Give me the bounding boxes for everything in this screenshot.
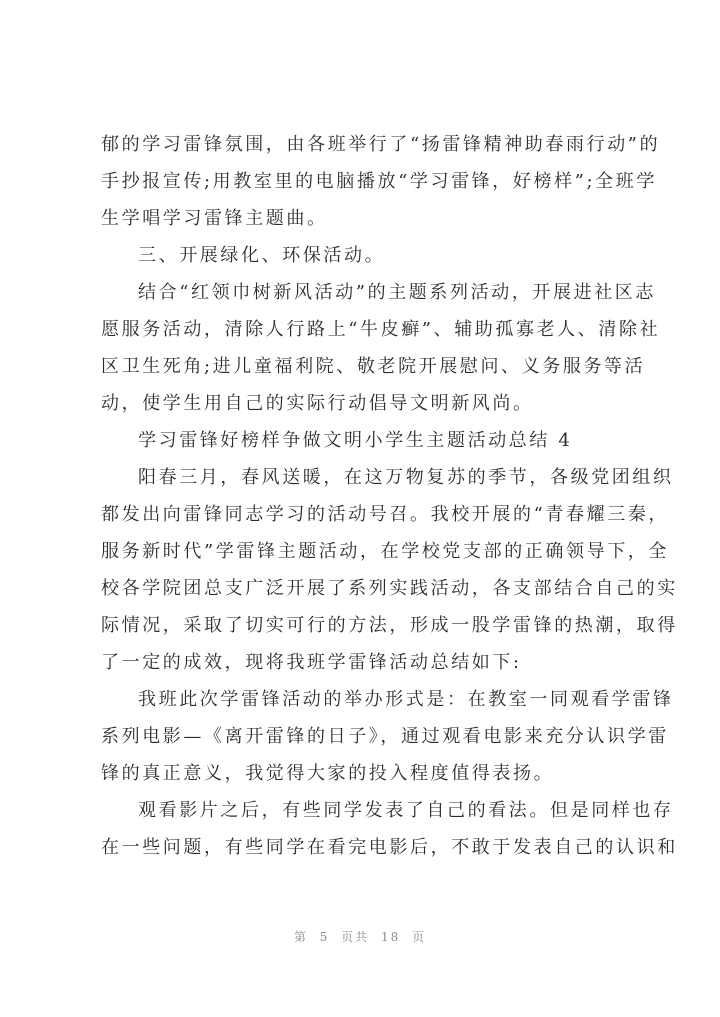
text-line: 了一定的成效，现将我班学雷锋活动总结如下: (101, 652, 522, 673)
text-line: 校各学院团总支广泛开展了系列实践活动，各支部结合自己的实 (101, 578, 678, 599)
text-line: 都发出向雷锋同志学习的活动号召。我校开展的“青春耀三秦， (101, 504, 669, 525)
text-line: 我班此次学雷锋活动的举办形式是：在教室一同观看学雷锋 (138, 689, 674, 710)
text-line: 服务新时代”学雷锋主题活动，在学校党支部的正确领导下，全 (101, 541, 669, 562)
article-title: 学习雷锋好榜样争做文明小学生主题活动总结 4 (138, 430, 573, 451)
text-line: 锋的真正意义，我觉得大家的投入程度值得表扬。 (101, 763, 555, 784)
text-line: 郁的学习雷锋氛围，由各班举行了“扬雷锋精神助春雨行动”的 (101, 134, 661, 155)
text-line: 际情况，采取了切实可行的方法，形成一股学雷锋的热潮，取得 (101, 615, 678, 636)
text-line: 生学唱学习雷锋主题曲。 (101, 208, 328, 229)
text-line: 动，使学生用自己的实际行动倡导文明新风尚。 (101, 393, 534, 414)
page-number-footer: 第 5 页共 18 页 (293, 930, 427, 944)
text-line: 系列电影—《离开雷锋的日子》，通过观看电影来充分认识学雷 (101, 726, 669, 747)
text-line: 手抄报宣传;用教室里的电脑播放“学习雷锋，好榜样”;全班学 (101, 171, 657, 192)
text-line: 阳春三月，春风送暖，在这万物复苏的季节，各级党团组织 (138, 467, 674, 488)
text-line: 结合“红领巾树新风活动”的主题系列活动，开展进社区志 (138, 282, 657, 303)
text-line: 愿服务活动，清除人行路上“牛皮癣”、辅助孤寡老人、清除社 (101, 319, 661, 340)
document-body (101, 126, 678, 866)
text-line: 在一些问题，有些同学在看完电影后，不敢于发表自己的认识和 (101, 837, 678, 858)
text-line: 观看影片之后，有些同学发表了自己的看法。但是同样也存 (138, 800, 674, 821)
section-heading: 三、开展绿化、环保活动。 (138, 245, 386, 266)
text-line: 区卫生死角;进儿童福利院、敬老院开展慰问、义务服务等活 (101, 356, 646, 377)
